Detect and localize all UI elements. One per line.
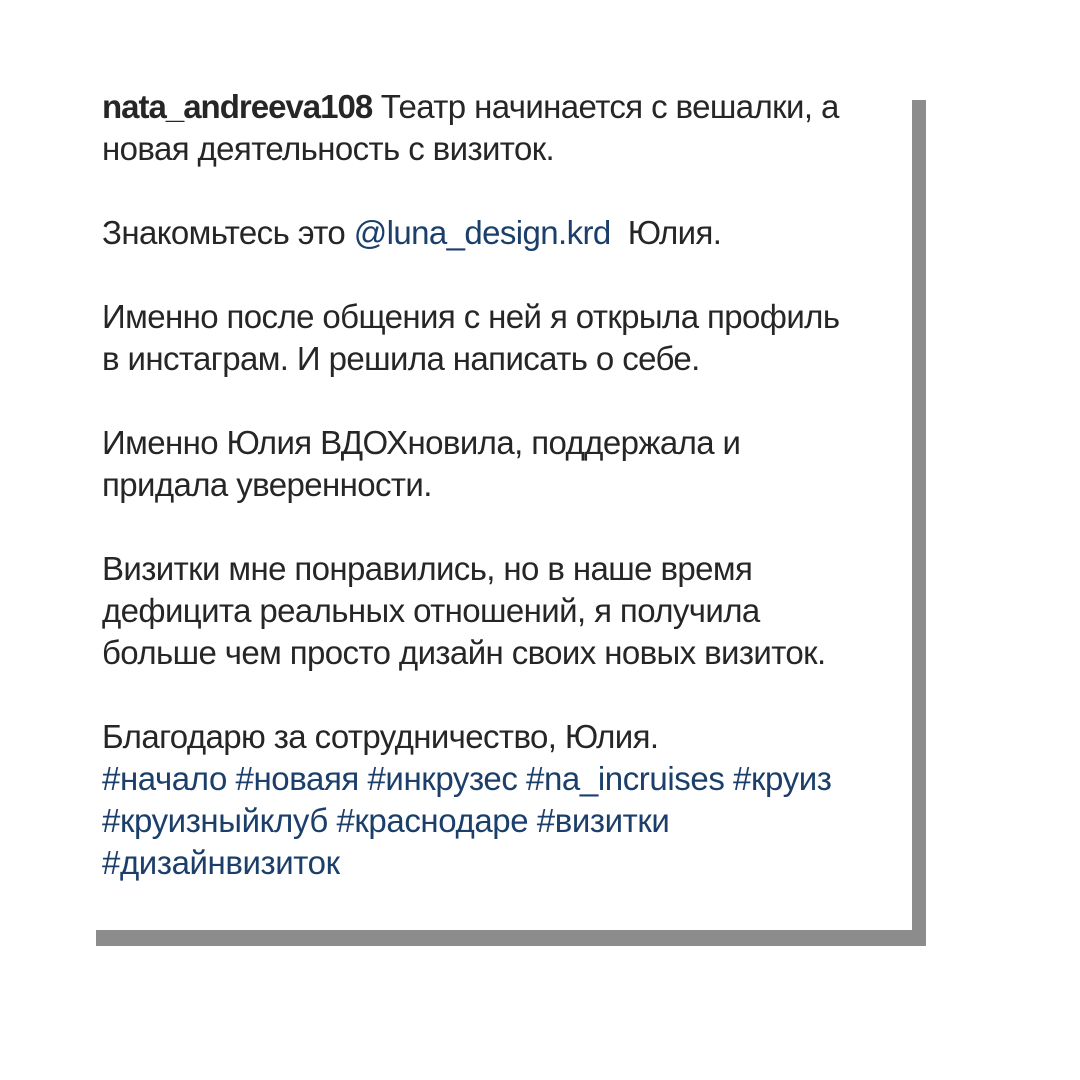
caption-line bbox=[102, 86, 912, 128]
hashtag-link[interactable]: #круиз bbox=[733, 760, 832, 797]
caption-line bbox=[102, 212, 912, 254]
hashtag-link[interactable]: #начало bbox=[102, 760, 227, 797]
caption-line: новая деятельность с визиток. bbox=[102, 130, 555, 167]
mention-link[interactable]: @luna_design.krd bbox=[353, 214, 611, 251]
hashtag-line bbox=[102, 842, 912, 884]
hashtag-link[interactable]: #дизайнвизиток bbox=[102, 844, 340, 881]
caption-line: Именно Юлия ВДОХновила, поддержала и bbox=[102, 424, 741, 461]
username-link[interactable]: nata_andreeva108 bbox=[102, 88, 373, 125]
hashtag-link[interactable]: #краснодаре bbox=[336, 802, 529, 839]
paragraph-gap bbox=[102, 506, 912, 548]
caption-line: в инстаграм. И решила написать о себе. bbox=[102, 340, 700, 377]
hashtag-link[interactable]: #na_incruises bbox=[526, 760, 725, 797]
hashtag-link[interactable]: #визитки bbox=[536, 802, 670, 839]
caption-line: Именно после общения с ней я открыла профиль bbox=[102, 298, 840, 335]
caption-text: Юлия. bbox=[610, 214, 722, 251]
caption-text: Театр начинается с вешалки, а bbox=[372, 88, 839, 125]
caption-line: Благодарю за сотрудничество, Юлия. bbox=[102, 718, 659, 755]
hashtag-link[interactable]: #инкрузес bbox=[367, 760, 518, 797]
caption-line: больше чем просто дизайн своих новых визиток. bbox=[102, 634, 826, 671]
caption-line: Визитки мне понравились, но в наше время bbox=[102, 550, 753, 587]
hashtag-link[interactable]: #новаяя bbox=[235, 760, 359, 797]
caption-line: придала уверенности. bbox=[102, 466, 432, 503]
post-caption bbox=[102, 86, 912, 884]
paragraph-gap bbox=[102, 674, 912, 716]
paragraph-gap bbox=[102, 380, 912, 422]
hashtag-line bbox=[102, 758, 912, 800]
post-caption-card bbox=[80, 70, 912, 930]
paragraph-gap bbox=[102, 254, 912, 296]
paragraph-gap bbox=[102, 170, 912, 212]
hashtag-link[interactable]: #круизныйклуб bbox=[102, 802, 328, 839]
caption-line: дефицита реальных отношений, я получила bbox=[102, 592, 760, 629]
hashtag-line bbox=[102, 800, 912, 842]
caption-text: Знакомьтесь это bbox=[102, 214, 354, 251]
